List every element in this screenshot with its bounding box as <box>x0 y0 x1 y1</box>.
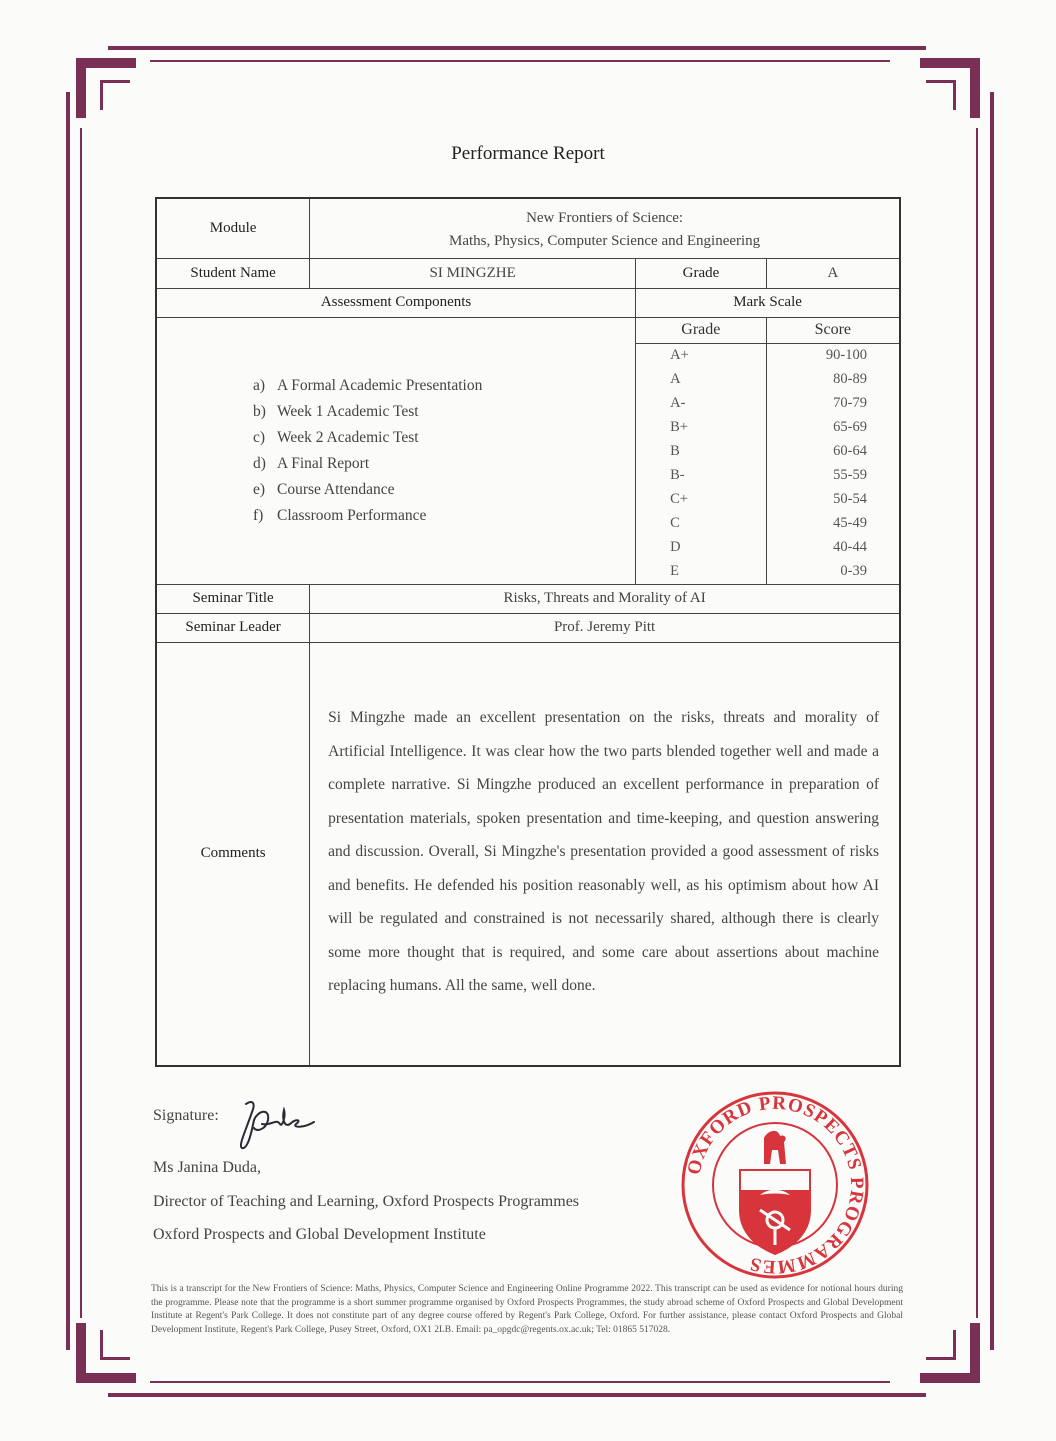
scale-grade: A- <box>670 395 686 411</box>
assessment-component-item <box>253 373 629 399</box>
mark-scale-row <box>636 464 899 488</box>
mark-scale-row <box>636 440 899 464</box>
component-text: Classroom Performance <box>277 506 427 524</box>
module-row <box>156 198 900 258</box>
seminar-leader-row <box>156 613 900 642</box>
component-letter: a) <box>253 376 266 394</box>
mark-scale-row <box>636 392 899 416</box>
scale-score-header: Score <box>766 318 899 344</box>
module-value <box>310 198 900 258</box>
mark-scale-cell <box>636 317 900 584</box>
student-row <box>156 258 900 288</box>
scale-grade: D <box>670 539 681 555</box>
seminar-title-row <box>156 584 900 613</box>
component-text: A Formal Academic Presentation <box>277 376 483 394</box>
seminar-leader-value: Prof. Jeremy Pitt <box>310 613 900 642</box>
mark-scale-row <box>636 368 899 392</box>
scale-score: 80-89 <box>766 368 899 392</box>
component-letter: e) <box>253 480 266 498</box>
student-name-value: SI MINGZHE <box>310 258 636 288</box>
grade-label: Grade <box>636 258 767 288</box>
component-text: A Final Report <box>277 454 370 472</box>
scale-score: 0-39 <box>766 560 899 584</box>
performance-table <box>155 197 901 1067</box>
mark-scale-row <box>636 560 899 584</box>
module-label: Module <box>156 198 310 258</box>
student-name-label: Student Name <box>156 258 310 288</box>
scale-score: 50-54 <box>766 488 899 512</box>
scale-score: 60-64 <box>766 440 899 464</box>
footnote: This is a transcript for the New Frontiers of Science: Maths, Physics, Computer Science and Engineering Online Programme 2022. This transcript can be used as evidence for notional hours during the programme. Please note that the programme is a short summer programme organised by Oxford Prospects Programmes, the study abroad scheme of Oxford Prospects and Global Development Institute at Regent's Park College. It does not constitute part of any degree course offered by Regent's Park College, Oxford. For further assistance, please contact Oxford Prospects and Global Development Institute, Regent's Park College, Pusey Street, Oxford, OX1 2LB. Email: pa_opgdc@regents.ox.ac.uk; Tel: 01865 517028. <box>151 1284 903 1335</box>
component-text: Course Attendance <box>277 480 395 498</box>
assessment-component-item <box>253 503 629 529</box>
mark-scale-row <box>636 488 899 512</box>
component-text: Week 1 Academic Test <box>277 402 419 420</box>
seminar-leader-label: Seminar Leader <box>156 613 310 642</box>
page-title: Performance Report <box>451 143 605 164</box>
comments-row <box>156 642 900 1066</box>
component-letter: b) <box>253 402 266 420</box>
scale-score: 65-69 <box>766 416 899 440</box>
signatory-organisation: Oxford Prospects and Global Development Institute <box>153 1226 486 1243</box>
mark-scale-label: Mark Scale <box>636 288 900 317</box>
scale-grade-header: Grade <box>636 318 766 344</box>
scale-score: 45-49 <box>766 512 899 536</box>
scale-grade: B- <box>670 467 685 483</box>
scale-grade: B+ <box>670 419 688 435</box>
assessment-component-item <box>253 425 629 451</box>
oxford-prospects-seal <box>680 1090 870 1280</box>
scale-score: 90-100 <box>766 343 899 368</box>
section-header-row <box>156 288 900 317</box>
assessment-components-label: Assessment Components <box>156 288 636 317</box>
scale-score: 70-79 <box>766 392 899 416</box>
mark-scale-row <box>636 536 899 560</box>
module-line-1: New Frontiers of Science: <box>526 210 684 227</box>
component-letter: c) <box>253 428 266 446</box>
mark-scale-table <box>636 318 899 584</box>
seal-text: OXFORD PROSPECTS PROGRAMMES <box>683 1092 868 1278</box>
assessment-component-item <box>253 477 629 503</box>
module-line-2: Maths, Physics, Computer Science and Engineering <box>448 233 761 250</box>
mark-scale-row <box>636 343 899 368</box>
scale-grade: E <box>670 563 679 579</box>
components-row <box>156 317 900 584</box>
seminar-title-value: Risks, Threats and Morality of AI <box>310 584 900 613</box>
assessment-component-item <box>253 399 629 425</box>
signatory-name: Ms Janina Duda, <box>153 1159 261 1176</box>
components-list <box>156 317 636 584</box>
scale-grade: C+ <box>670 491 688 507</box>
mark-scale-row <box>636 416 899 440</box>
mark-scale-row <box>636 512 899 536</box>
signature-label: Signature: <box>153 1107 219 1124</box>
scale-grade: B <box>670 443 680 459</box>
component-letter: d) <box>253 454 266 472</box>
component-letter: f) <box>253 506 264 524</box>
scale-score: 40-44 <box>766 536 899 560</box>
component-text: Week 2 Academic Test <box>277 428 419 446</box>
scale-grade: A <box>670 371 681 387</box>
comments-text: Si Mingzhe made an excellent presentation on the risks, threats and morality of Artificial Intelligence. It was clear how the two parts blended together well and made a complete narrative. Si Mingzhe produced an excellent performance in preparation of presentation materials, spoken presentation and time-keeping, and question answering and discussion. Overall, Si Mingzhe's presentation provided a good assessment of risks and benefits. He defended his position reasonably well, as his optimism about how AI will be regulated and constrained is not necessarily shared, although there is clearly some more thought that is required, and some care about assertions about machine replacing humans. All the same, well done. <box>310 642 900 1066</box>
scale-grade: A+ <box>670 347 689 363</box>
scale-score: 55-59 <box>766 464 899 488</box>
scale-grade: C <box>670 515 680 531</box>
seminar-title-label: Seminar Title <box>156 584 310 613</box>
assessment-component-item <box>253 451 629 477</box>
grade-value: A <box>766 258 900 288</box>
handwritten-signature <box>232 1090 322 1160</box>
comments-label: Comments <box>156 642 310 1066</box>
signatory-role: Director of Teaching and Learning, Oxford Prospects Programmes <box>153 1193 580 1210</box>
